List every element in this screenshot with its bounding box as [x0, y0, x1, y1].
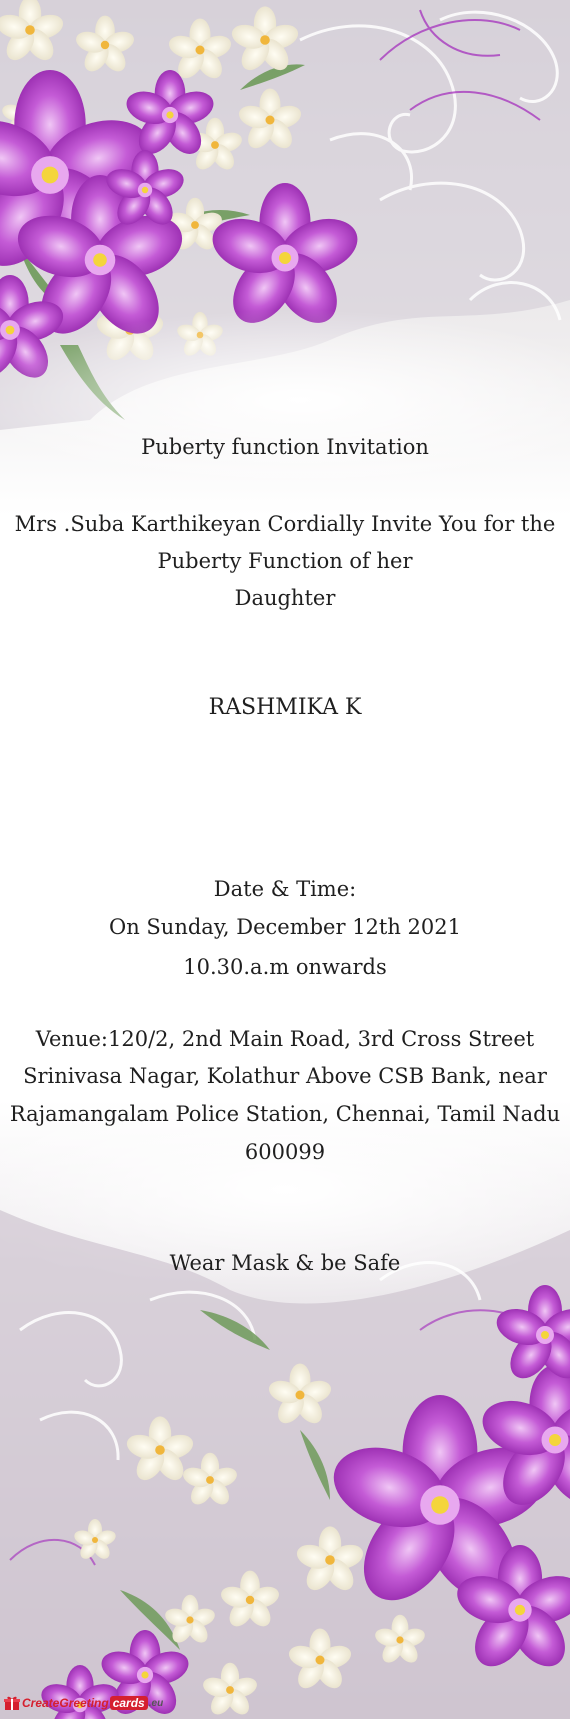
- safety-note: Wear Mask & be Safe: [169, 1251, 401, 1275]
- gift-icon: [4, 1695, 20, 1711]
- daughter-name: RASHMIKA K: [208, 695, 362, 720]
- date-value: On Sunday, December 12th 2021: [109, 915, 461, 939]
- date-time-label: Date & Time:: [213, 877, 357, 901]
- venue-line: 600099: [244, 1140, 326, 1164]
- venue-line: Venue:120/2, 2nd Main Road, 3rd Cross Street: [35, 1027, 535, 1051]
- venue-line: Srinivasa Nagar, Kolathur Above CSB Bank, near: [23, 1064, 547, 1088]
- watermark-text: .eu: [148, 1697, 164, 1709]
- host-line: Puberty Function of her: [157, 549, 413, 573]
- venue-line: Rajamangalam Police Station, Chennai, Tamil Nadu: [9, 1102, 561, 1126]
- host-line: Daughter: [234, 586, 336, 610]
- host-line: Mrs .Suba Karthikeyan Cordially Invite You for the: [14, 512, 556, 536]
- site-watermark-link[interactable]: [4, 1692, 163, 1714]
- watermark-text: CreateGreeting: [22, 1696, 109, 1710]
- invitation-heading: Puberty function Invitation: [141, 435, 429, 459]
- time-value: 10.30.a.m onwards: [183, 955, 387, 979]
- watermark-text: cards: [110, 1696, 148, 1710]
